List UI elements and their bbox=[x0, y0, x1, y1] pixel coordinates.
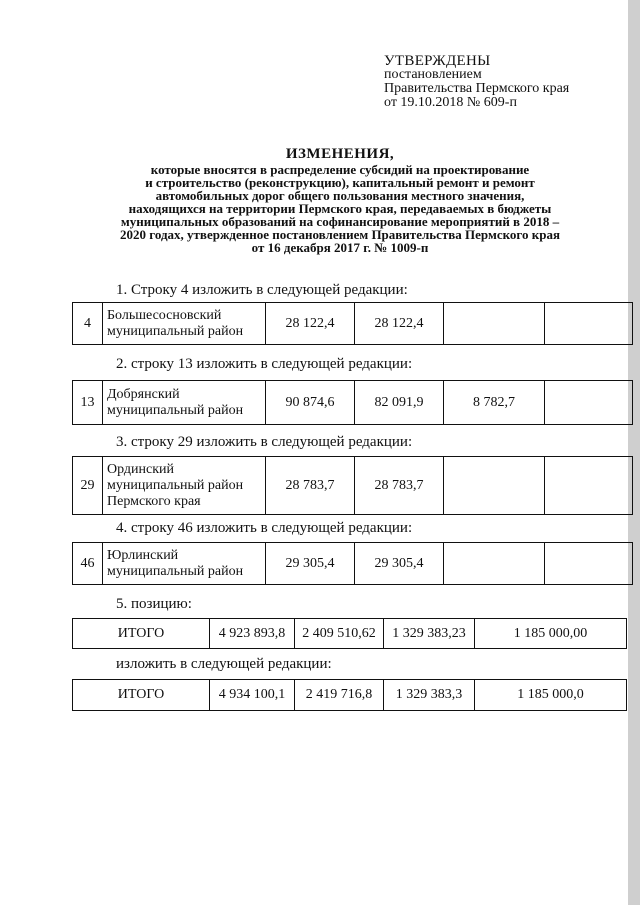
document-title: ИЗМЕНЕНИЯ, bbox=[285, 146, 395, 162]
instruction-4: 4. строку 46 изложить в следующей редакции: bbox=[116, 520, 413, 536]
value-2020 bbox=[545, 303, 633, 345]
value-2018: 28 122,4 bbox=[355, 303, 444, 345]
approval-line-1: УТВЕРЖДЕНЫ bbox=[384, 53, 491, 69]
total-new-table bbox=[72, 679, 627, 711]
row-number: 4 bbox=[73, 303, 103, 345]
name-line: Добрянский bbox=[107, 386, 180, 402]
value-2018: 29 305,4 bbox=[355, 543, 444, 585]
name-line: Большесосновский bbox=[107, 307, 222, 323]
value-2020 bbox=[545, 457, 633, 515]
row-number: 29 bbox=[73, 457, 103, 515]
name-line: Ординский bbox=[107, 461, 175, 477]
table-row bbox=[73, 457, 633, 515]
value-total: 29 305,4 bbox=[266, 543, 355, 585]
replace-label: изложить в следующей редакции: bbox=[116, 656, 332, 672]
value-2019 bbox=[444, 543, 545, 585]
instruction-1: 1. Строку 4 изложить в следующей редакции: bbox=[116, 282, 408, 298]
total-value-4: 1 185 000,0 bbox=[475, 680, 627, 711]
instruction-3: 3. строку 29 изложить в следующей редакции: bbox=[116, 434, 413, 450]
table-row bbox=[73, 619, 627, 649]
name-line: муниципальный район bbox=[107, 563, 244, 579]
row-table-46 bbox=[72, 542, 633, 585]
table-row bbox=[73, 381, 633, 425]
name-line: муниципальный район bbox=[107, 477, 244, 493]
total-label: ИТОГО bbox=[73, 680, 210, 711]
total-label: ИТОГО bbox=[73, 619, 210, 649]
row-table-4 bbox=[72, 302, 633, 345]
total-value-4: 1 185 000,00 bbox=[475, 619, 627, 649]
value-2019 bbox=[444, 457, 545, 515]
total-value-1: 4 934 100,1 bbox=[210, 680, 295, 711]
subtitle-line: находящихся на территории Пермского края, передаваемых в бюджеты bbox=[128, 201, 552, 216]
municipality-name bbox=[103, 303, 266, 345]
subtitle-line: автомобильных дорог общего пользования местного значения, bbox=[155, 188, 525, 203]
approval-stamp bbox=[384, 54, 569, 110]
instruction-2: 2. строку 13 изложить в следующей редакции: bbox=[116, 356, 413, 372]
name-line: Юрлинский bbox=[107, 547, 179, 563]
approval-line-4: от 19.10.2018 № 609-п bbox=[384, 95, 517, 110]
row-table-29 bbox=[72, 456, 633, 515]
subtitle-line: и строительство (реконструкцию), капитальный ремонт и ремонт bbox=[145, 175, 535, 190]
name-line: Пермского края bbox=[107, 493, 201, 509]
value-total: 28 122,4 bbox=[266, 303, 355, 345]
approval-line-3: Правительства Пермского края bbox=[384, 81, 570, 96]
row-table-13 bbox=[72, 380, 633, 425]
subtitle-line: муниципальных образований на софинансирование мероприятий в 2018 – bbox=[120, 214, 560, 229]
value-2020 bbox=[545, 543, 633, 585]
row-number: 13 bbox=[73, 381, 103, 425]
row-number: 46 bbox=[73, 543, 103, 585]
value-2019: 8 782,7 bbox=[444, 381, 545, 425]
total-value-2: 2 409 510,62 bbox=[295, 619, 384, 649]
scan-edge bbox=[628, 0, 640, 905]
municipality-name bbox=[103, 543, 266, 585]
value-total: 90 874,6 bbox=[266, 381, 355, 425]
value-total: 28 783,7 bbox=[266, 457, 355, 515]
document-subtitle bbox=[60, 163, 620, 254]
approval-line-2: постановлением bbox=[384, 67, 482, 82]
subtitle-line: 2020 годах, утвержденное постановлением Правительства Пермского края bbox=[120, 227, 560, 242]
total-old-table bbox=[72, 618, 627, 649]
total-value-3: 1 329 383,23 bbox=[384, 619, 475, 649]
value-2019 bbox=[444, 303, 545, 345]
value-2020 bbox=[545, 381, 633, 425]
municipality-name bbox=[103, 381, 266, 425]
value-2018: 28 783,7 bbox=[355, 457, 444, 515]
value-2018: 82 091,9 bbox=[355, 381, 444, 425]
position-label: 5. позицию: bbox=[116, 596, 192, 612]
total-value-2: 2 419 716,8 bbox=[295, 680, 384, 711]
name-line: муниципальный район bbox=[107, 402, 244, 418]
table-row bbox=[73, 303, 633, 345]
name-line: муниципальный район bbox=[107, 323, 244, 339]
total-value-3: 1 329 383,3 bbox=[384, 680, 475, 711]
table-row bbox=[73, 543, 633, 585]
subtitle-line: от 16 декабря 2017 г. № 1009-п bbox=[251, 240, 429, 255]
subtitle-line: которые вносятся в распределение субсидий на проектирование bbox=[150, 162, 530, 177]
table-row bbox=[73, 680, 627, 711]
total-value-1: 4 923 893,8 bbox=[210, 619, 295, 649]
municipality-name bbox=[103, 457, 266, 515]
